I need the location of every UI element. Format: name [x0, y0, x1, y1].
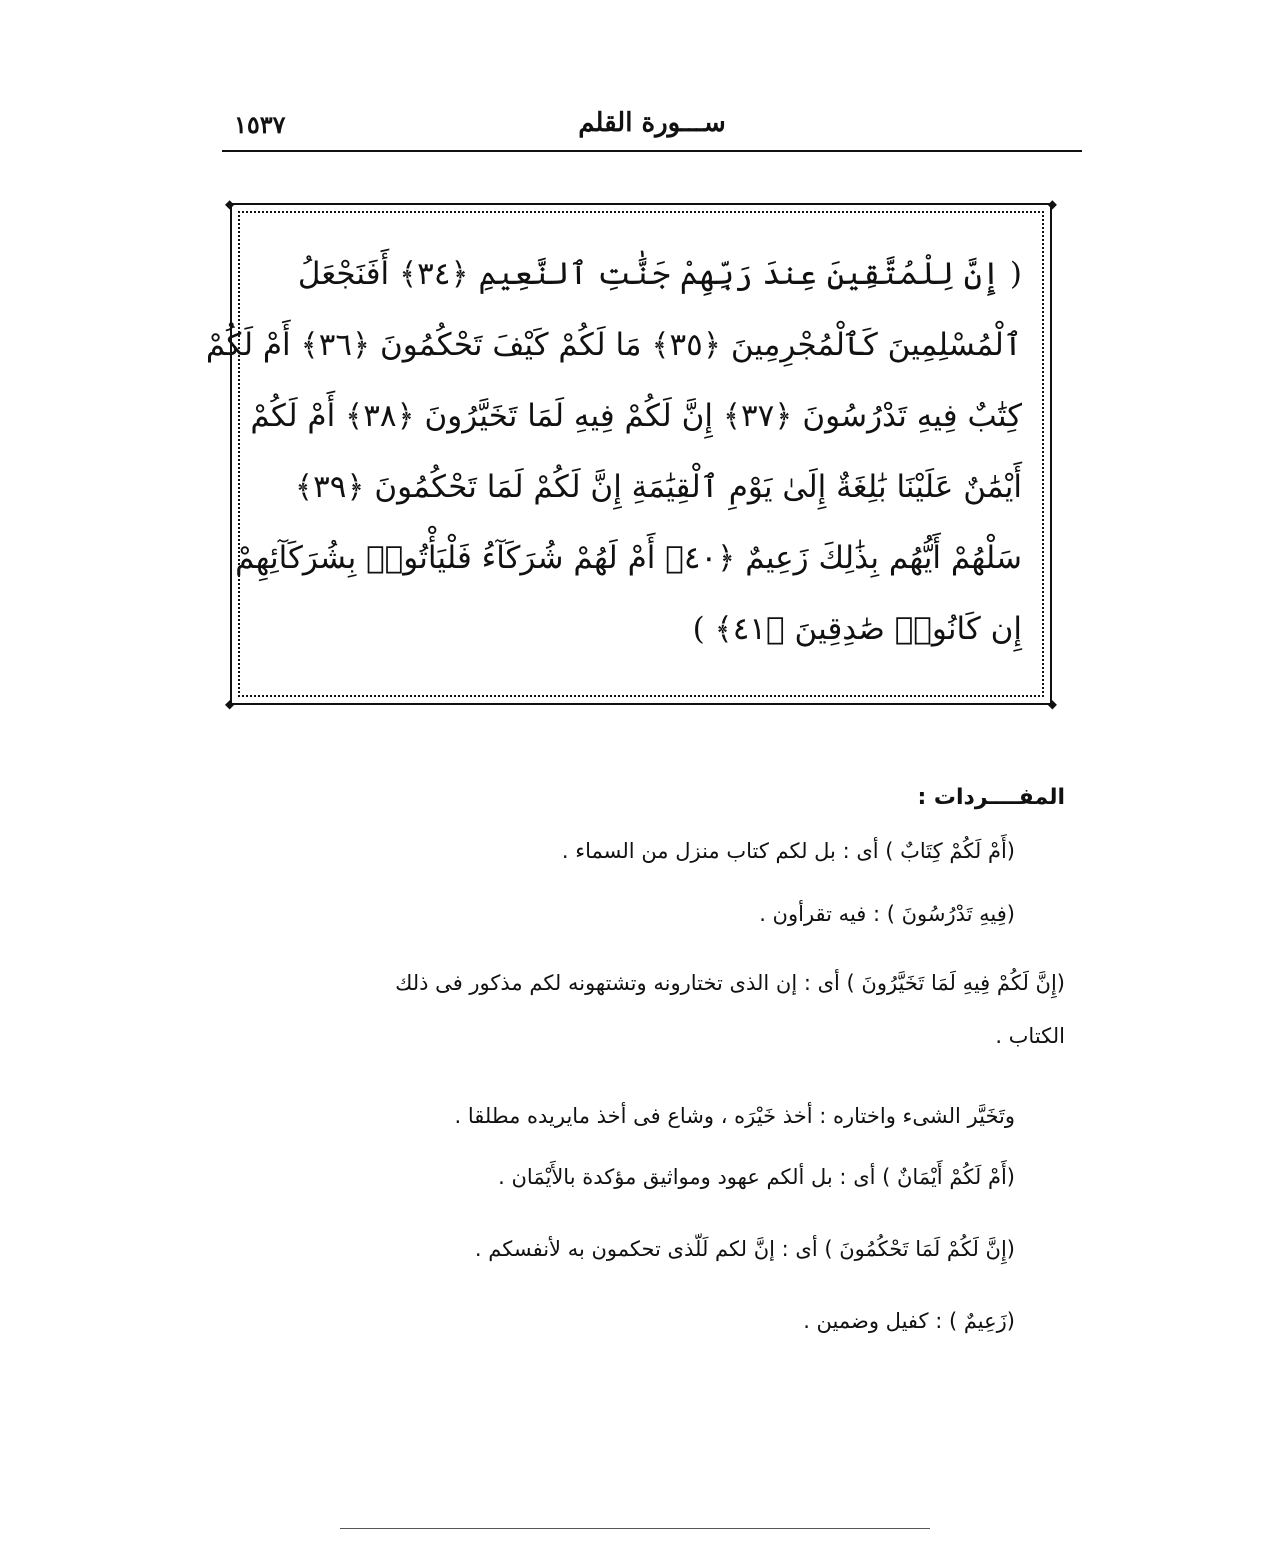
vocabulary-entry: (إِنَّ لَكُمْ لَمَا تَحْكُمُونَ ) أى : إنَّ لكم لَلّذى تحكمون به لأنفسكم .	[474, 1237, 1015, 1261]
vocabulary-entry: وتَخَيَّر الشىء واختاره : أخذ خَيْرَه ، وشاع فى أخذ مايريده مطلقا .	[454, 1104, 1015, 1128]
bottom-rule	[340, 1528, 930, 1529]
surah-title: ســـورة القلم	[578, 108, 726, 138]
verse-line: سَلْهُمْ أَيُّهُم بِذَٰلِكَ زَعِيمٌ ﴿٤٠﴾ أَمْ لَهُمْ شُرَكَآءُ فَلْيَأْتُوا۟ بِشُرَكَآئِهِمْ	[235, 540, 1022, 576]
vocabulary-entry: الكتاب .	[995, 1024, 1065, 1048]
verse-line: أَيْمَٰنٌ عَلَيْنَا بَٰلِغَةٌ إِلَىٰ يَوْمِ ٱلْقِيَٰمَةِ إِنَّ لَكُمْ لَمَا تَحْكُمُونَ ﴿٣٩﴾	[294, 469, 1022, 505]
page-header	[222, 108, 1082, 152]
vocabulary-entry: (أَمْ لَكُمْ أَيْمَانٌ ) أى : بل ألكم عهود ومواثيق مؤكدة بالأَيْمَان .	[498, 1165, 1015, 1189]
vocabulary-entry: (زَعِيمٌ ) : كفيل وضمين .	[803, 1309, 1015, 1333]
corner-ornament-icon: ◆	[1047, 197, 1057, 211]
vocabulary-entry: (فِيهِ تَدْرُسُونَ ) : فيه تقرأون .	[759, 902, 1015, 926]
corner-ornament-icon: ◆	[225, 197, 235, 211]
verse-line: إِن كَانُوا۟ صَٰدِقِينَ ﴿٤١﴾ )	[692, 611, 1022, 647]
verse-line: كِتَٰبٌ فِيهِ تَدْرُسُونَ ﴿٣٧﴾ إِنَّ لَكُمْ فِيهِ لَمَا تَخَيَّرُونَ ﴿٣٨﴾ أَمْ لَكُمْ	[250, 398, 1022, 434]
quran-verses	[205, 239, 1022, 673]
vocabulary-heading: المفــــردات :	[917, 785, 1065, 810]
verse-frame	[205, 197, 1057, 711]
corner-ornament-icon: ◆	[225, 697, 235, 711]
verse-line: ( إِنَّ لِلْمُتَّقِينَ عِندَ رَبِّهِمْ جَنَّٰتِ ٱلنَّعِيمِ ﴿٣٤﴾ أَفَنَجْعَلُ	[297, 256, 1022, 292]
corner-ornament-icon: ◆	[1047, 697, 1057, 711]
vocabulary-section	[200, 785, 1065, 1361]
page-number: ١٥٣٧	[234, 110, 286, 139]
vocabulary-entry: (إِنَّ لَكُمْ فِيهِ لَمَا تَخَيَّرُونَ ) أى : إن الذى تختارونه وتشتهونه لكم مذكور فى ذلك	[395, 971, 1065, 995]
verse-line: ٱلْمُسْلِمِينَ كَٱلْمُجْرِمِينَ ﴿٣٥﴾ مَا لَكُمْ كَيْفَ تَحْكُمُونَ ﴿٣٦﴾ أَمْ لَكُمْ	[205, 327, 1022, 363]
vocabulary-entry: (أَمْ لَكُمْ كِتَابٌ ) أى : بل لكم كتاب منزل من السماء .	[561, 839, 1015, 863]
